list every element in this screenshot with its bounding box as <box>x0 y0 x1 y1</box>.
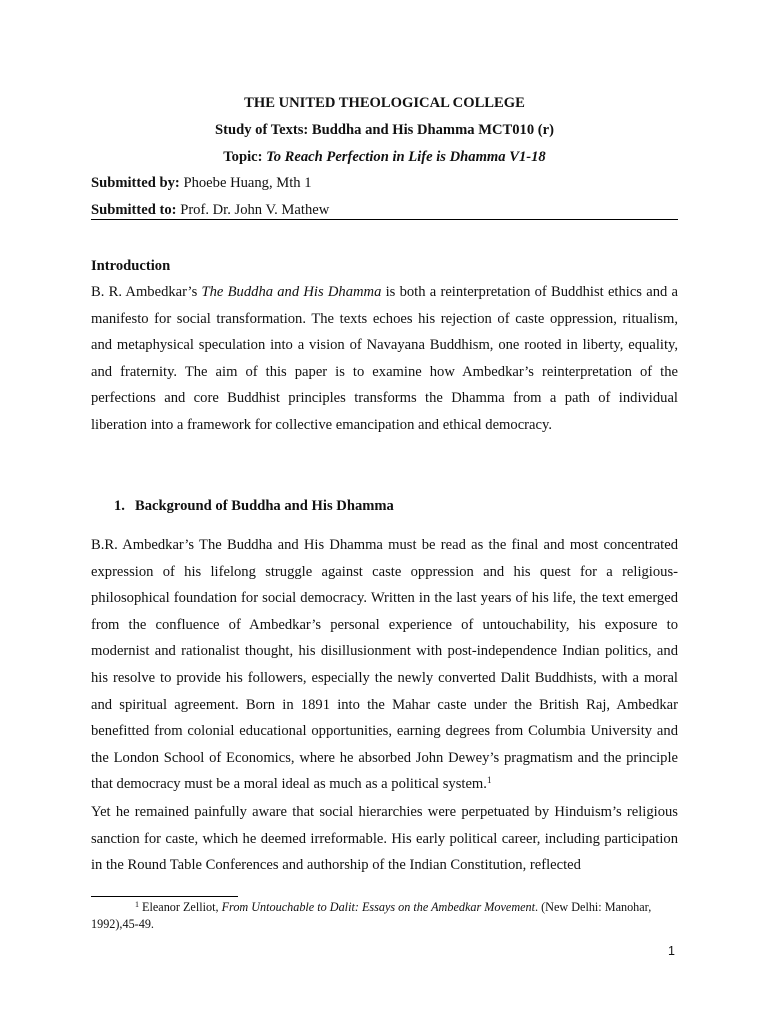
section-title: Background of Buddha and His Dhamma <box>135 498 394 514</box>
introduction-paragraph <box>91 279 678 439</box>
submitted-by-line <box>91 173 678 193</box>
section-1-paragraph-1 <box>91 532 678 798</box>
section-number: 1. <box>114 498 125 514</box>
submitted-to-label: Submitted to: <box>91 202 177 218</box>
submitted-by-label: Submitted by: <box>91 175 180 191</box>
section-1-paragraph-2: Yet he remained painfully aware that social hierarchies were perpetuated by Hinduism’s religious sanction for caste, which he deemed irreformable. His early political career, including participation in the Round Table Conferences and authorship of the Indian Constitution, reflected <box>91 804 678 874</box>
footnote-author: Eleanor Zelliot, <box>139 900 222 914</box>
topic-title: To Reach Perfection in Life is Dhamma V1-18 <box>266 149 546 165</box>
footnote-separator <box>91 896 238 897</box>
header-divider <box>91 219 678 220</box>
course-title: Study of Texts: Buddha and His Dhamma MCT010 (r) <box>215 122 554 138</box>
page-number: 1 <box>668 944 675 958</box>
footnote <box>91 899 678 933</box>
intro-book-title: The Buddha and His Dhamma <box>201 284 382 300</box>
footnote-publication: . (New Delhi: Manohar, 1992),45-49. <box>91 900 652 931</box>
submitted-by-value: Phoebe Huang, Mth 1 <box>183 175 312 191</box>
section-1-text-1: B.R. Ambedkar’s The Buddha and His Dhamma must be read as the final and most concentrated expression of his lifelong struggle against caste oppression and his quest for a religious-philosophical foundation for social democracy. Written in the last years of his life, the text emerged from the confluence of Ambedkar’s personal experience of untouchability, his exposure to modernist and rationalist thought, his disillusionment with post-independence Indian politics, and his resolve to provide his followers, especially the newly converted Dalit Buddhists, with a moral and spiritual agreement. Born in 1891 into the Mahar caste under the British Raj, Ambedkar benefitted from colonial educational opportunities, earning degrees from Columbia University and the London School of Economics, where he absorbed John Dewey’s pragmatism and the principle that democracy must be a moral ideal as much as a political system. <box>91 537 678 793</box>
topic-line <box>91 147 678 167</box>
footnote-reference[interactable]: 1 <box>486 775 492 786</box>
intro-text-start: B. R. Ambedkar’s <box>91 284 202 300</box>
footnote-title: From Untouchable to Dalit: Essays on the Ambedkar Movement <box>221 900 536 914</box>
topic-label: Topic: <box>223 149 263 165</box>
submitted-to-value: Prof. Dr. John V. Mathew <box>180 202 330 218</box>
footnote-marker: 1 <box>135 900 139 909</box>
intro-text-rest: is both a reinterpretation of Buddhist ethics and a manifesto for social transformation. The texts echoes his rejection of caste oppression, ritualism, and metaphysical speculation into a vision of Navayana Buddhism, one rooted in liberty, equality, and fraternity. The aim of this paper is to examine how Ambedkar’s reinterpretation of the perfections and core Buddhist principles transforms the Dhamma from a path of individual liberation into a framework for collective emancipation and ethical democracy. <box>91 284 678 433</box>
introduction-heading: Introduction <box>91 258 171 274</box>
college-title: THE UNITED THEOLOGICAL COLLEGE <box>244 95 525 111</box>
submitted-to-line <box>91 200 678 220</box>
section-1-heading <box>114 496 394 516</box>
